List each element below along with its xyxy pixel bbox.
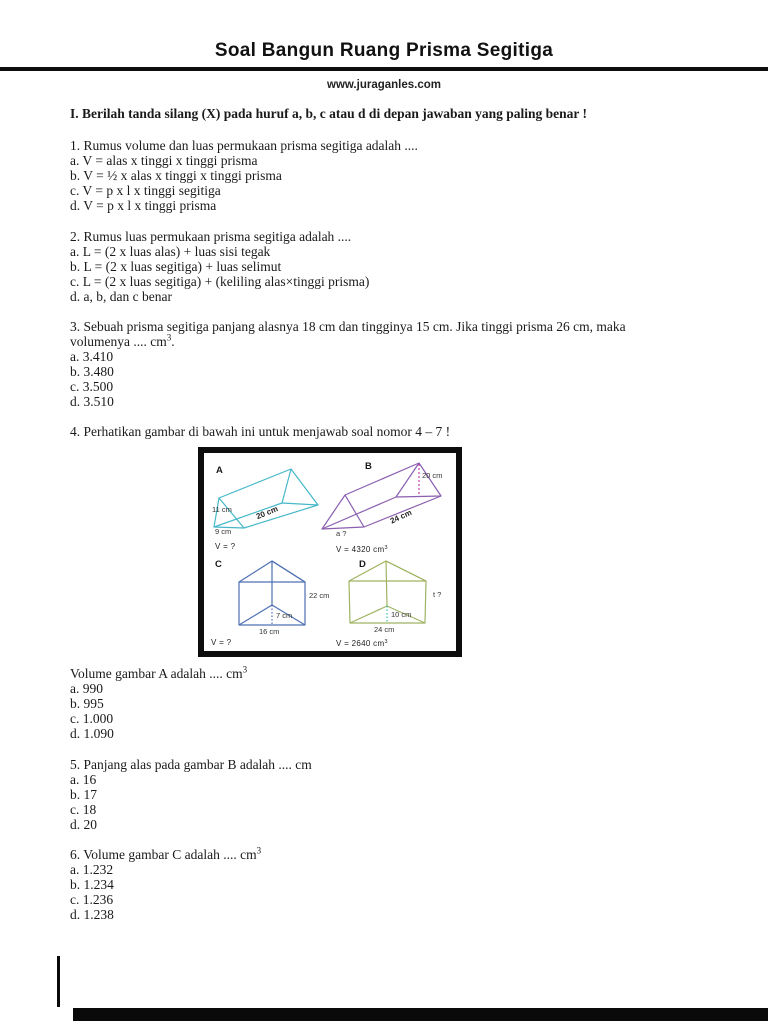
prism-d-height-label: t ? [433, 590, 442, 599]
prism-b-figure [318, 453, 456, 559]
question-2 [70, 229, 369, 304]
title-underline [0, 67, 768, 71]
prism-c-letter: C [215, 559, 222, 570]
prism-c-height-label: 22 cm [309, 591, 330, 600]
scan-artifact-vertical-line [57, 956, 60, 1007]
prism-c-figure [206, 551, 336, 651]
question-3-text-line2: volumenya .... $cm^3$. [70, 332, 175, 349]
question-5 [70, 757, 312, 832]
prism-figure [198, 447, 462, 657]
prism-d-triangle-height-label: 10 cm [391, 610, 412, 619]
question-4-option-c: c. 1.000 [70, 711, 114, 726]
question-1-text: 1. Rumus volume dan luas permukaan prisma segitiga adalah .... [70, 138, 418, 153]
prism-a-wireframe [214, 469, 318, 528]
question-4-intro: 4. Perhatikan gambar di bawah ini untuk menjawab soal nomor 4 – 7 ! [70, 424, 451, 439]
question-4-option-d: d. 1.090 [70, 726, 114, 741]
question-3 [70, 319, 626, 409]
question-6 [70, 847, 261, 922]
question-1-option-c: c. V = p x l x tinggi segitiga [70, 183, 221, 198]
prism-b-length-label: 24 cm [388, 507, 414, 526]
question-3-option-a: a. 3.410 [70, 349, 114, 364]
prism-a-letter: A [216, 465, 223, 476]
question-1-option-d: d. V = p x l x tinggi prisma [70, 198, 217, 213]
prism-a-base-label: 9 cm [215, 527, 232, 536]
prism-a-volume-label: V = ? [215, 542, 236, 551]
question-4-text: Volume gambar A adalah .... $cm^3$ [70, 664, 248, 681]
question-2-option-c: c. L = (2 x luas segitiga) + (keliling alas×tinggi prisma) [70, 274, 370, 289]
prism-b-volume-label: V = 4320 $cm^3$ [336, 545, 388, 554]
prism-a-figure [206, 457, 331, 557]
question-4-option-b: b. 995 [70, 696, 104, 711]
question-1 [70, 138, 418, 213]
prism-d-figure [334, 551, 456, 651]
page-title: Soal Bangun Ruang Prisma Segitiga [214, 40, 554, 61]
question-6-option-b: b. 1.234 [70, 877, 114, 892]
question-2-option-a: a. L = (2 x luas alas) + luas sisi tegak [70, 244, 271, 259]
prism-c-volume-label: V = ? [211, 638, 232, 647]
prism-d-letter: D [359, 559, 366, 570]
prism-c-triangle-height-label: 7 cm [276, 611, 293, 620]
question-3-text-line1: 3. Sebuah prisma segitiga panjang alasnya 18 cm dan tingginya 15 cm. Jika tinggi prisma 26 cm, maka [70, 319, 626, 334]
prism-b-height-label: 20 cm [422, 471, 443, 480]
question-3-option-c: c. 3.500 [70, 379, 114, 394]
question-5-option-b: b. 17 [70, 787, 97, 802]
prism-a-length-label: 20 cm [254, 504, 280, 522]
question-3-option-d: d. 3.510 [70, 394, 114, 409]
question-5-option-d: d. 20 [70, 817, 97, 832]
website-url: www.juraganles.com [327, 79, 441, 91]
question-2-option-d: d. a, b, dan c benar [70, 289, 172, 304]
prism-c-base-label: 16 cm [259, 627, 280, 636]
question-5-option-c: c. 18 [70, 802, 97, 817]
prism-c-wireframe [239, 561, 305, 625]
prism-d-base-label: 24 cm [374, 625, 395, 634]
question-6-option-c: c. 1.236 [70, 892, 114, 907]
prism-a-side-label: 11 cm [212, 505, 232, 514]
question-2-text: 2. Rumus luas permukaan prisma segitiga adalah .... [70, 229, 352, 244]
prism-b-letter: B [365, 461, 372, 472]
question-4 [70, 666, 247, 741]
scan-artifact-bottom-bar [73, 1008, 768, 1021]
question-6-option-d: d. 1.238 [70, 907, 114, 922]
question-6-text: 6. Volume gambar C adalah .... $cm^3$ [70, 845, 262, 862]
question-4-option-a: a. 990 [70, 681, 103, 696]
question-1-option-b: b. V = ½ x alas x tinggi x tinggi prisma [70, 168, 282, 183]
question-2-option-b: b. L = (2 x luas segitiga) + luas selimut [70, 259, 282, 274]
question-5-option-a: a. 16 [70, 772, 97, 787]
question-6-option-a: a. 1.232 [70, 862, 114, 877]
section-instruction: I. Berilah tanda silang (X) pada huruf a, b, c atau d di depan jawaban yang paling benar ! [70, 106, 587, 121]
question-1-option-a: a. V = alas x tinggi x tinggi prisma [70, 153, 258, 168]
prism-b-base-label: a ? [336, 529, 347, 538]
prism-d-volume-label: V = 2640 $cm^3$ [336, 639, 388, 648]
question-3-option-b: b. 3.480 [70, 364, 114, 379]
superscript-3: 3 [256, 845, 262, 856]
question-5-text: 5. Panjang alas pada gambar B adalah .... cm [70, 757, 312, 772]
superscript-3: 3 [242, 664, 248, 675]
superscript-3: 3 [166, 332, 172, 343]
